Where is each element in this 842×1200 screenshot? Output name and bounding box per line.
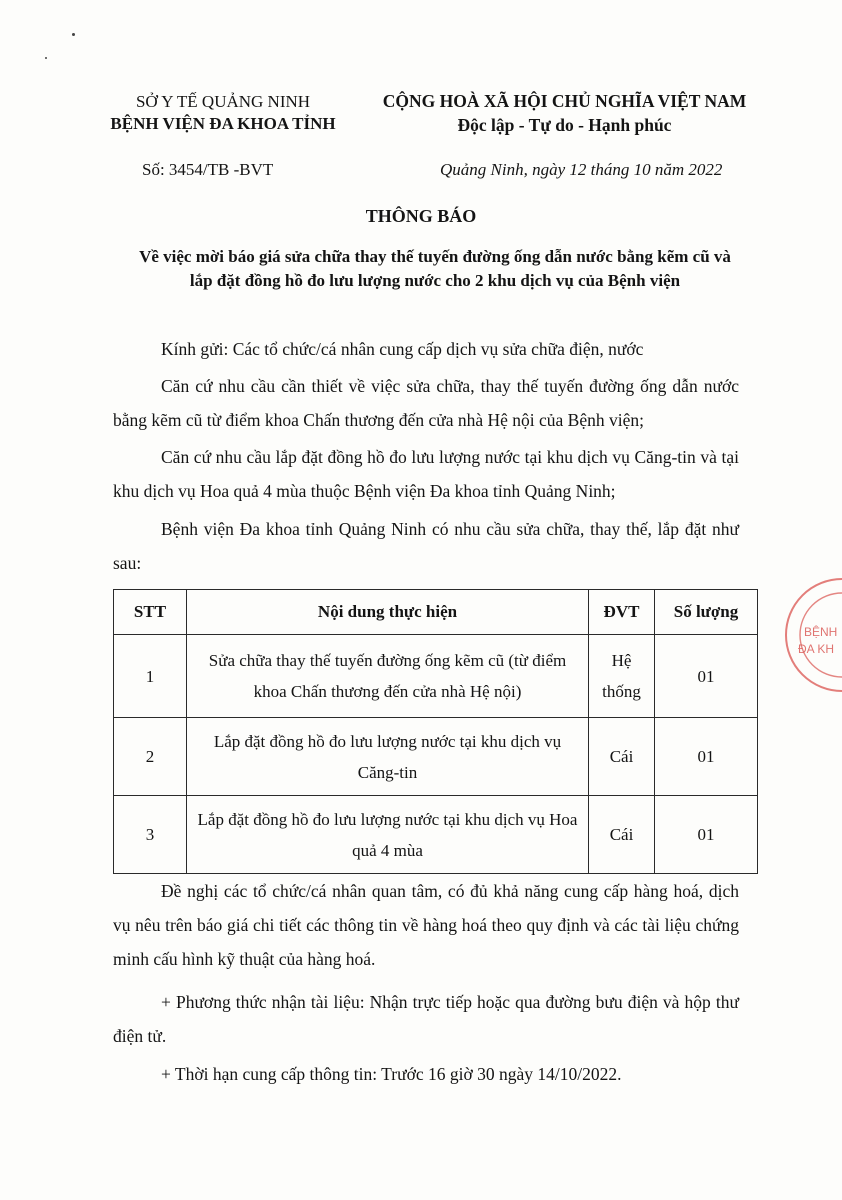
header-stt: STT xyxy=(114,590,187,635)
cell-stt: 1 xyxy=(114,635,187,718)
table-row xyxy=(114,718,758,796)
issuer-parent: SỞ Y TẾ QUẢNG NINH xyxy=(135,92,311,111)
scan-speck xyxy=(45,57,47,59)
table-row xyxy=(114,796,758,874)
national-header xyxy=(362,89,767,137)
official-seal xyxy=(782,575,842,695)
cell-stt: 2 xyxy=(114,718,187,796)
header-unit: ĐVT xyxy=(589,590,655,635)
cell-quantity: 01 xyxy=(655,796,758,874)
cell-stt: 3 xyxy=(114,796,187,874)
cell-content: Sửa chữa thay thế tuyến đường ống kẽm cũ (từ điểm khoa Chấn thương đến cửa nhà Hệ nội) xyxy=(187,635,589,718)
document-title: THÔNG BÁO xyxy=(365,206,477,226)
cell-content: Lắp đặt đồng hồ đo lưu lượng nước tại khu dịch vụ Căng-tin xyxy=(187,718,589,796)
subtitle-line-1: Về việc mời báo giá sửa chữa thay thế tuyến đường ống dẫn nước bằng kẽm cũ và xyxy=(139,247,731,266)
header-content: Nội dung thực hiện xyxy=(187,590,589,635)
seal-text-1: BỆNH xyxy=(804,625,838,639)
document-subtitle xyxy=(90,245,780,293)
method-paragraph: + Phương thức nhận tài liệu: Nhận trực tiếp hoặc qua đường bưu điện và hộp thư điện tử. xyxy=(113,992,739,1046)
basis-paragraph-1: Căn cứ nhu cầu cần thiết về việc sửa chữa, thay thế tuyến đường ống dẫn nước bằng kẽm cũ từ điểm khoa Chấn thương đến cửa nhà Hệ nội của Bệnh viện; xyxy=(113,376,739,430)
country-name: CỘNG HOÀ XÃ HỘI CHỦ NGHĨA VIỆT NAM xyxy=(382,91,747,111)
header-quantity: Số lượng xyxy=(655,590,758,635)
place-date: Quảng Ninh, ngày 12 tháng 10 năm 2022 xyxy=(440,160,723,179)
cell-quantity: 01 xyxy=(655,718,758,796)
deadline-paragraph: + Thời hạn cung cấp thông tin: Trước 16 giờ 30 ngày 14/10/2022. xyxy=(161,1064,622,1084)
issuer-block xyxy=(92,91,354,135)
cell-unit: Cái xyxy=(589,796,655,874)
request-paragraph: Đề nghị các tổ chức/cá nhân quan tâm, có đủ khả năng cung cấp hàng hoá, dịch vụ nêu trên báo giá chi tiết các thông tin về hàng hoá theo quy định và các tài liệu chứng minh cấu hình kỹ thuật của hàng hoá. xyxy=(113,881,739,969)
cell-unit: Hệ thống xyxy=(589,635,655,718)
greeting: Kính gửi: Các tổ chức/cá nhân cung cấp dịch vụ sửa chữa điện, nước xyxy=(161,339,644,359)
table-row xyxy=(114,635,758,718)
cell-content: Lắp đặt đồng hồ đo lưu lượng nước tại khu dịch vụ Hoa quả 4 mùa xyxy=(187,796,589,874)
document-number: Số: 3454/TB -BVT xyxy=(142,160,274,179)
seal-text-2: ĐA KH xyxy=(798,642,835,656)
cell-unit: Cái xyxy=(589,718,655,796)
scan-speck xyxy=(72,33,75,36)
table-header-row xyxy=(114,590,758,635)
national-motto: Độc lập - Tự do - Hạnh phúc xyxy=(457,115,672,135)
work-items-table xyxy=(113,589,758,874)
basis-paragraph-2: Căn cứ nhu cầu lắp đặt đồng hồ đo lưu lượng nước tại khu dịch vụ Căng-tin và tại khu dịch vụ Hoa quả 4 mùa thuộc Bệnh viện Đa khoa tỉnh Quảng Ninh; xyxy=(113,447,739,501)
subtitle-line-2: lắp đặt đồng hồ đo lưu lượng nước cho 2 khu dịch vụ của Bệnh viện xyxy=(189,271,681,290)
cell-quantity: 01 xyxy=(655,635,758,718)
issuer-name: BỆNH VIỆN ĐA KHOA TỈNH xyxy=(110,114,336,133)
need-paragraph: Bệnh viện Đa khoa tỉnh Quảng Ninh có nhu cầu sửa chữa, thay thế, lắp đặt như sau: xyxy=(113,519,739,573)
